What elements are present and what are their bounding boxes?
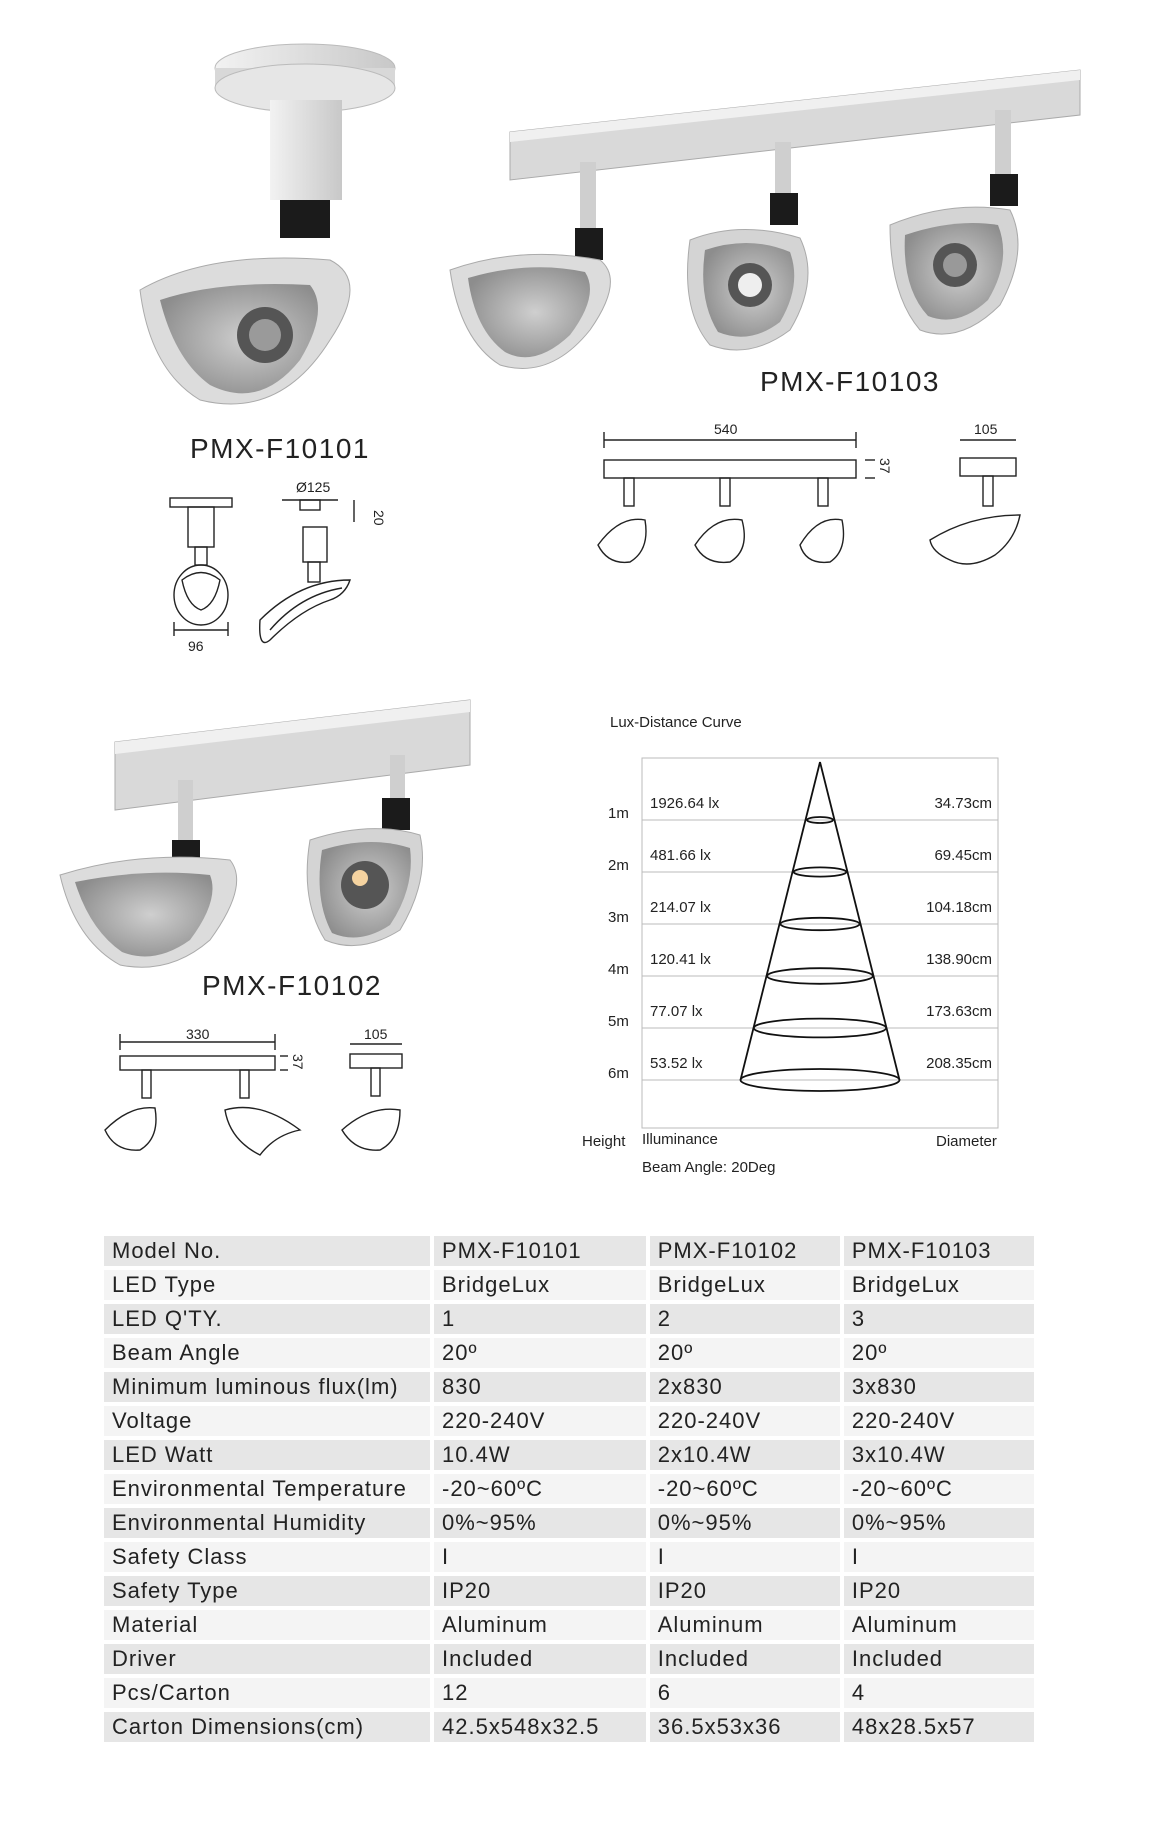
spec-label-cell: LED Q'TY.: [104, 1304, 430, 1334]
spec-value-cell: Included: [434, 1644, 646, 1674]
chart-illuminance-value: 120.41 lx: [650, 951, 711, 968]
chart-diameter-value: 208.35cm: [926, 1055, 992, 1072]
spec-row: [104, 1236, 1034, 1266]
chart-title: Lux-Distance Curve: [610, 714, 742, 731]
spec-value-cell: IP20: [844, 1576, 1034, 1606]
chart-height-label: 2m: [608, 857, 629, 874]
spec-value-cell: 20º: [844, 1338, 1034, 1368]
spec-row: [104, 1712, 1034, 1742]
spec-label-cell: Environmental Humidity: [104, 1508, 430, 1538]
chart-diameter-value: 104.18cm: [926, 899, 992, 916]
dim-height-f10102: 37: [290, 1054, 306, 1070]
dimension-drawing-f10103-side: [920, 420, 1040, 580]
chart-diameter-value: 69.45cm: [934, 847, 992, 864]
product-photo-f10102: [60, 690, 480, 970]
chart-illuminance-value: 53.52 lx: [650, 1055, 703, 1072]
dimension-drawing-f10102-front: [100, 1026, 320, 1170]
spec-value-cell: Aluminum: [434, 1610, 646, 1640]
spec-row: [104, 1270, 1034, 1300]
chart-diameter-value: 138.90cm: [926, 951, 992, 968]
dim-height-f10101: 20: [371, 510, 387, 526]
model-label-f10102: PMX-F10102: [202, 970, 382, 1001]
spec-label-cell: Driver: [104, 1644, 430, 1674]
product-photo-f10103: [450, 60, 1090, 380]
dim-length-f10103: 540: [714, 421, 738, 437]
spec-label-cell: Material: [104, 1610, 430, 1640]
spec-value-cell: 830: [434, 1372, 646, 1402]
spec-label-cell: Safety Type: [104, 1576, 430, 1606]
dim-diameter-f10101: Ø125: [296, 479, 331, 495]
chart-beam-angle: Beam Angle: 20Deg: [642, 1159, 776, 1176]
beam-cone-left: [741, 762, 821, 1080]
chart-height-label: 4m: [608, 961, 629, 978]
spec-label-cell: Voltage: [104, 1406, 430, 1436]
chart-height-label: 3m: [608, 909, 629, 926]
spec-value-cell: I: [844, 1542, 1034, 1572]
spec-value-cell: 0%~95%: [650, 1508, 840, 1538]
spec-value-cell: IP20: [434, 1576, 646, 1606]
spec-row: [104, 1678, 1034, 1708]
chart-height-label: 1m: [608, 805, 629, 822]
spec-value-cell: 42.5x548x32.5: [434, 1712, 646, 1742]
spec-value-cell: Included: [844, 1644, 1034, 1674]
spec-value-cell: 4: [844, 1678, 1034, 1708]
spec-label-cell: LED Watt: [104, 1440, 430, 1470]
spec-row: [104, 1508, 1034, 1538]
spec-label-cell: Beam Angle: [104, 1338, 430, 1368]
spec-value-cell: 20º: [434, 1338, 646, 1368]
spec-value-cell: 220-240V: [650, 1406, 840, 1436]
dimension-drawing-f10103-front: [590, 420, 893, 580]
spec-row: [104, 1474, 1034, 1504]
model-label-f10103: PMX-F10103: [760, 366, 940, 397]
product-photo-f10101: [130, 40, 410, 420]
spec-value-cell: 220-240V: [434, 1406, 646, 1436]
spec-value-cell: 12: [434, 1678, 646, 1708]
spec-value-cell: 6: [650, 1678, 840, 1708]
spec-value-cell: BridgeLux: [650, 1270, 840, 1300]
spec-row: [104, 1372, 1034, 1402]
spec-label-cell: LED Type: [104, 1270, 430, 1300]
spec-value-cell: BridgeLux: [844, 1270, 1034, 1300]
spec-label-cell: Environmental Temperature: [104, 1474, 430, 1504]
spec-row: [104, 1338, 1034, 1368]
spec-row: [104, 1406, 1034, 1436]
spec-label-cell: Pcs/Carton: [104, 1678, 430, 1708]
spec-value-cell: IP20: [650, 1576, 840, 1606]
spec-label-cell: Carton Dimensions(cm): [104, 1712, 430, 1742]
spec-table: [100, 1232, 1038, 1746]
spec-value-cell: PMX-F10102: [650, 1236, 840, 1266]
spec-row: [104, 1304, 1034, 1334]
spec-value-cell: BridgeLux: [434, 1270, 646, 1300]
dim-length-f10102: 330: [186, 1026, 210, 1042]
chart-illuminance-value: 77.07 lx: [650, 1003, 703, 1020]
lux-distance-chart: [580, 710, 1020, 1180]
beam-cone-right: [820, 762, 900, 1080]
chart-frame: [642, 758, 998, 1128]
chart-illuminance-value: 481.66 lx: [650, 847, 711, 864]
chart-illuminance-value: 214.07 lx: [650, 899, 711, 916]
spec-label-cell: Safety Class: [104, 1542, 430, 1572]
spec-value-cell: 1: [434, 1304, 646, 1334]
spec-row: [104, 1440, 1034, 1470]
dim-height-f10103: 37: [877, 458, 893, 474]
spec-value-cell: 20º: [650, 1338, 840, 1368]
spec-value-cell: 10.4W: [434, 1440, 646, 1470]
spec-value-cell: I: [434, 1542, 646, 1572]
model-label-f10101: PMX-F10101: [190, 433, 370, 464]
spec-value-cell: 220-240V: [844, 1406, 1034, 1436]
spec-value-cell: 3: [844, 1304, 1034, 1334]
spec-value-cell: 2: [650, 1304, 840, 1334]
spec-value-cell: 3x10.4W: [844, 1440, 1034, 1470]
spec-value-cell: -20~60ºC: [434, 1474, 646, 1504]
chart-illuminance-label: Illuminance: [642, 1131, 718, 1148]
spec-value-cell: 2x830: [650, 1372, 840, 1402]
spec-value-cell: Included: [650, 1644, 840, 1674]
spec-value-cell: 48x28.5x57: [844, 1712, 1034, 1742]
spec-row: [104, 1644, 1034, 1674]
spec-value-cell: -20~60ºC: [650, 1474, 840, 1504]
chart-height-label: 5m: [608, 1013, 629, 1030]
dimension-drawing-f10102-side: [340, 1026, 460, 1170]
spec-value-cell: 0%~95%: [434, 1508, 646, 1538]
spec-row: [104, 1542, 1034, 1572]
spec-value-cell: 36.5x53x36: [650, 1712, 840, 1742]
chart-x-label: Height: [582, 1133, 626, 1150]
spec-value-cell: 2x10.4W: [650, 1440, 840, 1470]
dimension-drawing-f10101: [150, 470, 390, 660]
chart-height-label: 6m: [608, 1065, 629, 1082]
dim-width-f10101: 96: [188, 638, 204, 654]
spec-value-cell: PMX-F10101: [434, 1236, 646, 1266]
spec-value-cell: Aluminum: [650, 1610, 840, 1640]
chart-diameter-value: 34.73cm: [934, 795, 992, 812]
chart-illuminance-value: 1926.64 lx: [650, 795, 720, 812]
spec-value-cell: -20~60ºC: [844, 1474, 1034, 1504]
dim-depth-f10103: 105: [974, 421, 998, 437]
spec-value-cell: I: [650, 1542, 840, 1572]
spec-value-cell: Aluminum: [844, 1610, 1034, 1640]
chart-diameter-label: Diameter: [936, 1133, 997, 1150]
spec-value-cell: PMX-F10103: [844, 1236, 1034, 1266]
spec-value-cell: 3x830: [844, 1372, 1034, 1402]
spec-value-cell: 0%~95%: [844, 1508, 1034, 1538]
spec-label-cell: Model No.: [104, 1236, 430, 1266]
spec-row: [104, 1610, 1034, 1640]
chart-diameter-value: 173.63cm: [926, 1003, 992, 1020]
dim-depth-f10102: 105: [364, 1026, 388, 1042]
spec-label-cell: Minimum luminous flux(lm): [104, 1372, 430, 1402]
spec-row: [104, 1576, 1034, 1606]
